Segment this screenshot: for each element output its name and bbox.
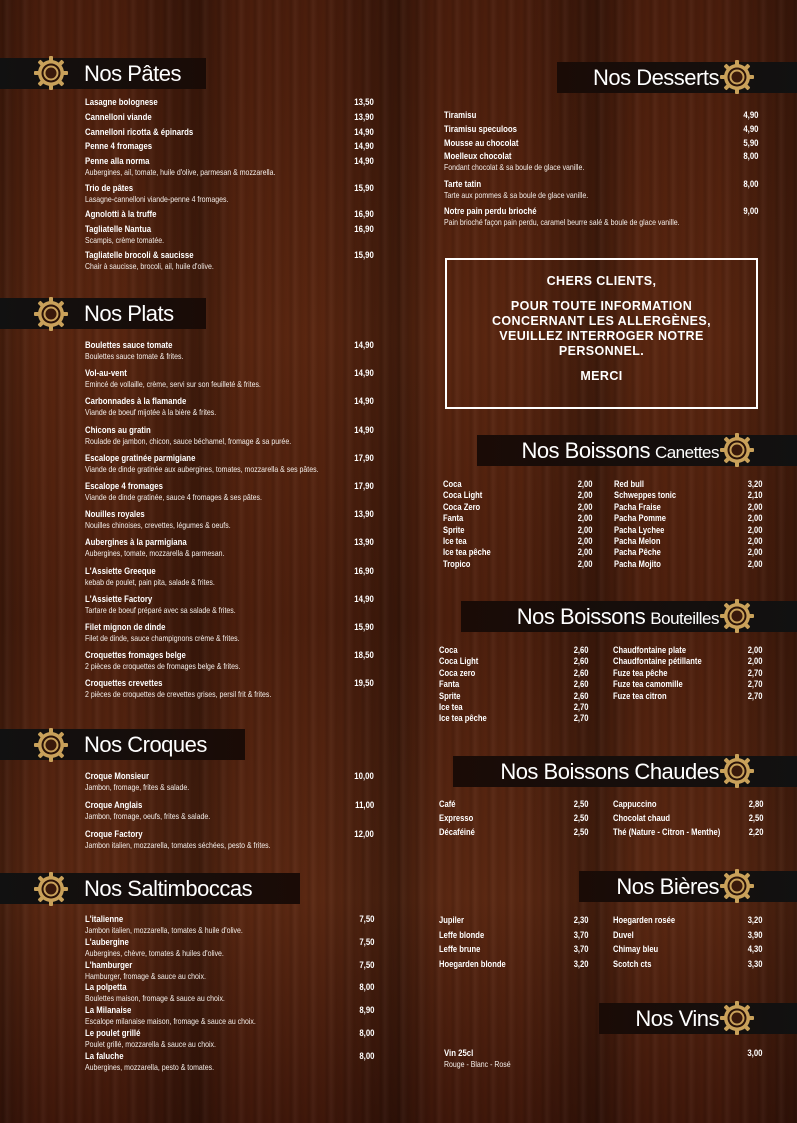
- item-name: Escalope 4 fromages: [85, 481, 163, 492]
- item-price: 8,90: [358, 1005, 374, 1017]
- section-title-pates: Nos Pâtes: [0, 58, 206, 89]
- drink-row: [613, 944, 762, 959]
- drink-row: [439, 827, 588, 841]
- drink-name: Coca: [439, 645, 458, 656]
- item-name: L'Assiette Factory: [85, 593, 153, 605]
- menu-item: [85, 771, 212, 793]
- drink-row: [443, 525, 592, 536]
- drink-name: Coca Zero: [443, 501, 481, 513]
- item-name: Mousse au chocolat: [444, 137, 519, 149]
- item-name: Moelleux chocolat: [444, 151, 512, 163]
- item-price: 8,00: [358, 1028, 374, 1039]
- drink-name: Pacha Fraise: [614, 501, 661, 513]
- drink-price: 2,00: [747, 656, 762, 668]
- drink-name: Fuze tea pêche: [613, 667, 668, 679]
- drink-price: 2,60: [573, 645, 588, 656]
- drink-price: 2,00: [747, 524, 762, 536]
- item-name: Boulettes sauce tomate: [85, 340, 173, 351]
- item-price: 18,50: [354, 650, 374, 662]
- item-desc: Roulade de jambon, chicon, sauce béchamel, fromage & sa purée.: [85, 435, 292, 446]
- menu-item: [85, 368, 299, 390]
- item-price: 8,00: [358, 982, 374, 994]
- item-desc: Aubergines, tomate, mozzarella & parmesan.: [85, 548, 225, 559]
- menu-item: [85, 800, 238, 822]
- drink-row: [443, 513, 592, 524]
- section-title-chaudes: Nos Boissons Chaudes: [453, 756, 797, 787]
- item-price: 16,90: [354, 208, 374, 220]
- drink-row: [443, 547, 592, 558]
- drink-name: Red bull: [614, 479, 644, 490]
- drink-price: 2,00: [577, 490, 592, 502]
- menu-item: [85, 156, 317, 178]
- menu-item: [85, 340, 205, 362]
- item-desc: Tartare de boeuf préparé avec sa salade & frites.: [85, 604, 236, 615]
- drink-name: Café: [439, 799, 456, 810]
- item-name: Escalope gratinée parmigiane: [85, 452, 196, 464]
- drink-price: 2,00: [577, 501, 592, 513]
- drink-name: Pacha Melon: [614, 536, 661, 547]
- drink-row: [614, 525, 762, 536]
- notice-message: POUR TOUTE INFORMATION CONCERNANT LES ALLERGÈNES, VEUILLEZ INTERROGER NOTRE PERSONNEL.: [492, 299, 711, 358]
- item-price: 16,90: [354, 565, 374, 577]
- gear-icon: [33, 55, 69, 91]
- item-price: 8,00: [358, 1050, 374, 1062]
- section-title-bouteilles: Nos Boissons Bouteilles: [461, 601, 797, 632]
- drink-price: 2,00: [577, 524, 592, 536]
- item-price: 14,90: [354, 340, 374, 351]
- drink-name: Ice tea: [443, 536, 467, 547]
- item-desc: Jambon italien, mozzarella, tomates séchées, pesto & frites.: [85, 839, 271, 850]
- drink-price: 2,00: [747, 536, 762, 547]
- menu-item: [444, 124, 533, 135]
- drink-row: [613, 959, 762, 974]
- drink-price: 2,00: [577, 558, 592, 570]
- drink-name: Hoegarden rosée: [613, 915, 676, 926]
- item-desc: 2 pièces de croquettes de crevettes grises, persil frit & frites.: [85, 689, 272, 700]
- drink-row: [439, 668, 588, 679]
- item-name: Croquettes fromages belge: [85, 650, 186, 662]
- section-title-canettes: Nos Boissons Canettes: [477, 435, 797, 466]
- drink-row: [443, 479, 592, 490]
- item-name: L'Assiette Greeque: [85, 565, 156, 577]
- item-name: Cannelloni viande: [85, 111, 152, 123]
- menu-item: [444, 179, 620, 201]
- item-desc: Jambon, fromage, frites & salade.: [85, 782, 190, 792]
- menu-item: [85, 481, 301, 503]
- item-price: 13,90: [354, 537, 374, 549]
- item-price: 14,90: [354, 424, 374, 436]
- item-desc: Aubergines, ail, tomate, huile d'olive, parmesan & mozzarella.: [85, 167, 276, 178]
- drink-price: 2,20: [748, 827, 763, 838]
- drink-row: [439, 915, 588, 930]
- item-name: Penne alla norma: [85, 156, 150, 168]
- menu-item: [85, 1005, 293, 1027]
- item-price: 16,90: [354, 223, 374, 235]
- gear-icon: [719, 753, 755, 789]
- drink-price: 2,70: [747, 667, 762, 679]
- drink-name: Fuze tea camomille: [613, 679, 683, 691]
- item-name: Agnolotti à la truffe: [85, 208, 157, 220]
- menu-item: [85, 112, 166, 123]
- item-name: Vin 25cl: [444, 1048, 474, 1059]
- item-price: 4,90: [742, 110, 758, 121]
- menu-item: [85, 425, 336, 447]
- item-name: Tiramisu speculoos: [444, 123, 518, 135]
- drink-name: Pacha Pêche: [614, 547, 661, 559]
- drink-price: 3,20: [747, 479, 762, 490]
- section-title-bieres: Nos Bières: [579, 871, 797, 902]
- item-name: Tarte tatin: [444, 178, 482, 190]
- item-price: 10,00: [354, 771, 374, 782]
- drink-row: [439, 645, 588, 656]
- drink-name: Scotch cts: [613, 958, 652, 970]
- drink-name: Ice tea: [439, 702, 463, 713]
- item-price: 17,90: [354, 452, 374, 464]
- item-price: 4,90: [742, 123, 758, 135]
- item-desc: Lasagne-cannelloni viande-penne 4 fromages.: [85, 193, 229, 204]
- item-price: 5,90: [742, 137, 758, 149]
- gear-icon: [719, 1000, 755, 1036]
- item-name: Le poulet grillé: [85, 1028, 141, 1039]
- drink-row: [614, 490, 762, 501]
- drink-name: Hoegarden blonde: [439, 958, 506, 970]
- item-desc: Boulettes maison, fromage & sauce au choix.: [85, 993, 225, 1004]
- drink-name: Coca Light: [443, 490, 483, 502]
- item-name: Notre pain perdu brioché: [444, 206, 537, 218]
- menu-item: [85, 396, 245, 418]
- drink-price: 2,70: [573, 702, 588, 713]
- item-price: 11,00: [354, 799, 374, 811]
- drink-price: 2,50: [573, 827, 588, 838]
- drink-price: 2,70: [573, 713, 588, 725]
- drink-name: Sprite: [439, 690, 461, 702]
- menu-item: [85, 141, 167, 152]
- menu-item: [85, 566, 243, 588]
- item-price: 13,50: [354, 97, 374, 108]
- item-price: 19,50: [354, 678, 374, 690]
- item-desc: Fondant chocolat & sa boule de glace vanille.: [444, 162, 585, 173]
- item-name: Filet mignon de dinde: [85, 622, 166, 633]
- menu-item: [85, 622, 274, 644]
- drink-row: [614, 479, 762, 490]
- drink-row: [613, 691, 762, 702]
- drink-name: Pacha Pomme: [614, 513, 666, 525]
- item-desc: Rouge - Blanc - Rosé: [444, 1059, 511, 1069]
- item-desc: Pain brioché façon pain perdu, caramel beurre salé & boule de glace vanille.: [444, 217, 680, 228]
- drink-name: Duvel: [613, 929, 634, 941]
- section-title-vins: Nos Vins: [599, 1003, 797, 1034]
- menu-item: [85, 650, 274, 672]
- item-name: Aubergines à la parmigiana: [85, 537, 187, 549]
- drink-row: [613, 656, 762, 667]
- drink-price: 3,90: [747, 929, 762, 941]
- drink-name: Chaudfontaine pétillante: [613, 656, 702, 668]
- drink-price: 2,50: [573, 813, 588, 824]
- drink-row: [439, 930, 588, 945]
- item-name: Tagliatelle Nantua: [85, 223, 152, 235]
- item-desc: Emincé de vollaille, crème, servi sur son feuilleté & frites.: [85, 379, 261, 390]
- drink-price: 3,70: [573, 929, 588, 941]
- drink-row: [613, 668, 762, 679]
- drink-row: [613, 813, 763, 827]
- drink-row: [439, 691, 588, 702]
- section-title-desserts: Nos Desserts: [557, 62, 797, 93]
- item-name: La polpetta: [85, 982, 127, 994]
- item-desc: Jambon, fromage, oeufs, frites & salade.: [85, 810, 211, 821]
- drink-row: [614, 547, 762, 558]
- drink-row: [439, 799, 588, 813]
- drink-price: 2,30: [573, 915, 588, 926]
- item-price: 14,90: [354, 368, 374, 380]
- menu-item: [85, 1028, 245, 1050]
- drink-row: [614, 559, 762, 570]
- item-desc: Filet de dinde, sauce champignons crème & frites.: [85, 633, 240, 643]
- drink-price: 2,00: [747, 558, 762, 570]
- item-price: 14,90: [354, 141, 374, 153]
- item-desc: kebab de poulet, pain pita, salade & frites.: [85, 576, 215, 587]
- drink-row: [613, 930, 762, 945]
- item-price: 17,90: [354, 481, 374, 492]
- drink-name: Sprite: [443, 524, 465, 536]
- menu-item: [85, 224, 181, 246]
- item-price: 14,90: [354, 396, 374, 408]
- drink-row: [439, 679, 588, 690]
- drink-name: Leffe brune: [439, 944, 481, 955]
- item-name: La Milanaise: [85, 1005, 132, 1017]
- menu-item: [85, 453, 370, 475]
- item-desc: Viande de boeuf mijotée à la bière & frites.: [85, 407, 217, 418]
- item-desc: Jambon italien, mozzarella, tomates & huile d'olive.: [85, 925, 243, 935]
- item-price: 13,90: [354, 509, 374, 521]
- item-price: 14,90: [354, 156, 374, 168]
- item-price: 13,90: [354, 111, 374, 123]
- drink-price: 2,70: [747, 679, 762, 691]
- item-name: Vol-au-vent: [85, 368, 127, 380]
- drink-name: Pacha Mojito: [614, 558, 661, 570]
- menu-item: [444, 1048, 525, 1070]
- menu-item: [444, 151, 615, 173]
- drink-row: [439, 813, 588, 827]
- item-desc: Poulet grillé, mozzarella & sauce au choix.: [85, 1039, 216, 1049]
- item-desc: Viande de dinde gratinée aux aubergines, tomates, mozzarella & ses pâtes.: [85, 463, 319, 474]
- item-desc: Aubergines, chèvre, tomates & huiles d'olive.: [85, 947, 224, 958]
- item-price: 9,00: [742, 206, 758, 218]
- drink-name: Leffe blonde: [439, 929, 485, 941]
- item-price: 15,90: [354, 249, 374, 261]
- item-price: 12,00: [354, 828, 374, 840]
- drink-price: 2,00: [577, 536, 592, 547]
- item-name: Croque Factory: [85, 828, 143, 840]
- item-name: Trio de pâtes: [85, 182, 134, 194]
- item-desc: Viande de dinde gratinée, sauce 4 fromages & ses pâtes.: [85, 492, 262, 502]
- item-price: 14,90: [354, 593, 374, 605]
- menu-item: [85, 97, 174, 108]
- item-name: Penne 4 fromages: [85, 141, 153, 153]
- drink-row: [614, 536, 762, 547]
- menu-item: [85, 509, 263, 531]
- menu-item: [85, 937, 254, 959]
- item-name: Chicons au gratin: [85, 424, 151, 436]
- drink-row: [613, 645, 762, 656]
- drink-price: 2,00: [747, 547, 762, 559]
- item-price: 15,90: [354, 622, 374, 633]
- item-name: Cannelloni ricotta & épinards: [85, 126, 194, 138]
- item-price: 8,00: [742, 151, 758, 163]
- drink-price: 2,80: [748, 799, 763, 810]
- allergen-notice: [445, 258, 758, 409]
- drink-row: [613, 799, 763, 813]
- drink-row: [439, 944, 588, 959]
- item-name: Croque Anglais: [85, 799, 143, 811]
- menu-item: [85, 678, 312, 700]
- drink-price: 2,00: [747, 645, 762, 656]
- drink-price: 2,00: [747, 513, 762, 525]
- drink-row: [613, 915, 762, 930]
- drink-price: 2,10: [747, 490, 762, 502]
- item-desc: 2 pièces de croquettes de fromages belge & frites.: [85, 661, 241, 672]
- item-price: 14,90: [354, 126, 374, 138]
- drink-row: [613, 827, 763, 841]
- drink-price: 2,50: [748, 813, 763, 824]
- item-name: L'italienne: [85, 914, 124, 925]
- drink-price: 2,70: [747, 690, 762, 702]
- menu-item: [85, 1051, 242, 1073]
- menu-item: [85, 127, 217, 138]
- drink-row: [614, 513, 762, 524]
- item-price: 3,00: [746, 1048, 762, 1059]
- menu-item: [444, 138, 535, 149]
- drink-name: Cappuccino: [613, 799, 657, 810]
- item-price: 7,50: [358, 959, 374, 971]
- drink-name: Coca: [443, 479, 462, 490]
- drink-name: Chocolat chaud: [613, 813, 671, 824]
- drink-price: 2,00: [577, 547, 592, 559]
- drink-price: 2,60: [573, 656, 588, 668]
- gear-icon: [719, 432, 755, 468]
- drink-name: Jupiler: [439, 915, 464, 926]
- drink-name: Thé (Nature - Citron - Menthe): [613, 827, 721, 838]
- item-name: Nouilles royales: [85, 509, 145, 521]
- menu-item: [85, 594, 269, 616]
- section-title-plats: Nos Plats: [0, 298, 206, 329]
- menu-item: [85, 250, 242, 272]
- drink-price: 2,60: [573, 690, 588, 702]
- drink-row: [614, 502, 762, 513]
- drink-row: [439, 702, 588, 713]
- drink-name: Tropico: [443, 558, 471, 570]
- item-price: 8,00: [742, 178, 758, 190]
- menu-item: [85, 829, 311, 851]
- drink-row: [439, 959, 588, 974]
- item-desc: Tarte aux pommes & sa boule de glace vanille.: [444, 189, 589, 200]
- drink-row: [443, 502, 592, 513]
- item-name: Tiramisu: [444, 110, 477, 121]
- item-name: Croque Monsieur: [85, 771, 150, 782]
- drink-name: Fuze tea citron: [613, 690, 667, 702]
- menu-item: [85, 982, 256, 1004]
- drink-price: 4,30: [747, 944, 762, 955]
- gear-icon: [719, 598, 755, 634]
- drink-name: Chaudfontaine plate: [613, 645, 687, 656]
- drink-name: Ice tea pêche: [439, 713, 487, 725]
- drink-price: 2,00: [577, 479, 592, 490]
- item-name: Carbonnades à la flamande: [85, 396, 187, 408]
- item-name: L'aubergine: [85, 936, 129, 948]
- menu-item: [85, 209, 172, 220]
- item-price: 7,50: [358, 914, 374, 925]
- menu-item: [85, 914, 278, 936]
- drink-price: 2,60: [573, 679, 588, 691]
- menu-item: [85, 960, 232, 982]
- drink-name: Fanta: [439, 679, 460, 691]
- drink-price: 2,50: [573, 799, 588, 810]
- item-name: Tagliatelle brocoli & saucisse: [85, 249, 194, 261]
- item-price: 7,50: [358, 936, 374, 948]
- item-desc: Nouilles chinoises, crevettes, légumes & oeufs.: [85, 520, 231, 531]
- item-name: Croquettes crevettes: [85, 678, 163, 690]
- drink-row: [443, 536, 592, 547]
- drink-name: Fanta: [443, 513, 464, 525]
- drink-row: [443, 559, 592, 570]
- drink-name: Décaféiné: [439, 827, 475, 838]
- item-name: L'hamburger: [85, 959, 133, 971]
- drink-price: 3,20: [747, 915, 762, 926]
- gear-icon: [719, 868, 755, 904]
- item-desc: Boulettes sauce tomate & frites.: [85, 351, 184, 361]
- drink-price: 2,00: [577, 513, 592, 525]
- item-desc: Chair à saucisse, brocoli, ail, huile d'olive.: [85, 260, 214, 271]
- item-desc: Escalope milanaise maison, fromage & sauce au choix.: [85, 1016, 256, 1027]
- drink-row: [613, 679, 762, 690]
- item-name: La faluche: [85, 1050, 124, 1062]
- drink-price: 3,30: [747, 958, 762, 970]
- drink-row: [439, 656, 588, 667]
- section-title-croques: Nos Croques: [0, 729, 245, 760]
- menu-item: [444, 110, 483, 121]
- drink-name: Coca zero: [439, 667, 476, 679]
- drink-name: Ice tea pêche: [443, 547, 491, 559]
- notice-greeting: CHERS CLIENTS,: [546, 274, 657, 288]
- item-price: 15,90: [354, 182, 374, 194]
- gear-icon: [33, 296, 69, 332]
- drink-name: Schweppes tonic: [614, 490, 677, 502]
- gear-icon: [33, 727, 69, 763]
- section-title-saltimboccas: Nos Saltimboccas: [0, 873, 300, 904]
- menu-item: [85, 183, 260, 205]
- item-desc: Aubergines, mozzarella, pesto & tomates.: [85, 1061, 215, 1072]
- gear-icon: [33, 871, 69, 907]
- item-desc: Hamburger, fromage & sauce au choix.: [85, 970, 206, 981]
- drink-price: 2,60: [573, 667, 588, 679]
- item-name: Lasagne bolognese: [85, 97, 158, 108]
- drink-name: Coca Light: [439, 656, 479, 668]
- drink-name: Expresso: [439, 813, 474, 824]
- menu-item: [85, 537, 255, 559]
- drink-row: [443, 490, 592, 501]
- drink-row: [439, 713, 588, 724]
- drink-price: 2,00: [747, 501, 762, 513]
- drink-name: Pacha Lychee: [614, 524, 665, 536]
- drink-price: 3,20: [573, 958, 588, 970]
- drink-price: 3,70: [573, 944, 588, 955]
- menu-item: [444, 206, 731, 228]
- drink-name: Chimay bleu: [613, 944, 659, 955]
- notice-thanks: MERCI: [580, 369, 623, 383]
- item-desc: Scampis, crème tomatée.: [85, 234, 165, 245]
- gear-icon: [719, 59, 755, 95]
